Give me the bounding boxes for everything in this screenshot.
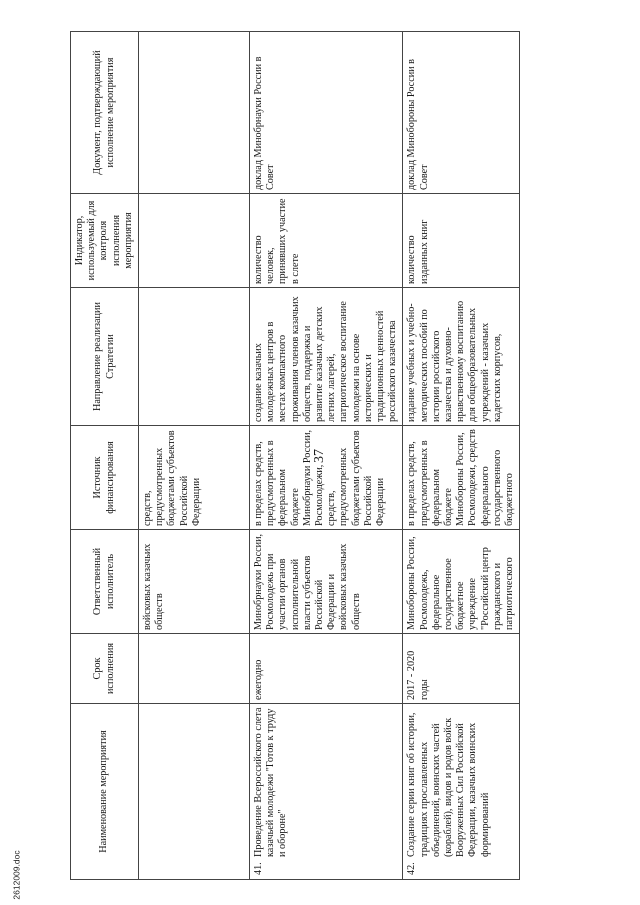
row-number: 41. <box>253 862 265 875</box>
row-executor: войсковых казачьих обществ <box>139 530 250 634</box>
rotated-table-wrapper <box>70 32 545 880</box>
row-direction: создание казачьих молодежных центров в местах компактного проживания членов казачьих обществ, поддержка и развитие казачьих детских летних лагерей, патриотическое воспитание молодежи на основе исторических и традиционных ценностей российского казачества <box>250 288 403 426</box>
header-finance: Источник финансирования <box>71 426 139 530</box>
row-name-cell <box>250 704 403 880</box>
row-finance: в пределах средств, предусмотренных в федеральном бюджете Минобрнауки России, Росмолодежи, средств, предусмотренных бюджетами субъектов Российской Федерации <box>250 426 403 530</box>
row-document: доклад Минобороны России в Совет <box>403 32 520 194</box>
row-finance: средств, предусмотренных бюджетами субъектов Российской Федерации <box>139 426 250 530</box>
row-name: Проведение Всероссийского слета казачьей молодежи "Готов к труду и обороне" <box>253 707 289 857</box>
header-direction: Направление реализации Стратегии <box>71 288 139 426</box>
row-term <box>139 634 250 704</box>
row-indicator: количество изданных книг <box>403 194 520 288</box>
header-document: Документ, подтверждающий исполнение мероприятия <box>71 32 139 194</box>
row-document <box>139 32 250 194</box>
row-finance: в пределах средств, предусмотренных в федеральном бюджете Минобороны России, Росмолодежи, средств федерального государственного бюджетного <box>403 426 520 530</box>
row-document: доклад Минобрнауки России в Совет <box>250 32 403 194</box>
header-executor: Ответственный исполнитель <box>71 530 139 634</box>
table-row <box>139 32 250 880</box>
measures-table <box>70 31 520 880</box>
header-indicator: Индикатор, используемый для контроля исполнения мероприятия <box>71 194 139 288</box>
document-id: 2612009.doc <box>11 850 22 900</box>
row-direction: издание учебных и учебно-методических пособий по истории российского казачества и духовно-нравственному воспитанию для общеобразовательных учреждений - казачьих кадетских корпусов, <box>403 288 520 426</box>
row-number: 42. <box>406 862 418 875</box>
table-row <box>403 32 520 880</box>
row-name: Создание серии книг об истории, традициях прославленных объединений, воинских частей (кораблей), видов и родов войск Вооруженных Сил Российской Федерации, казачьих воинских формирований <box>406 712 491 857</box>
row-name-cell <box>139 704 250 880</box>
row-direction <box>139 288 250 426</box>
row-term: ежегодно <box>250 634 403 704</box>
row-executor: Минобороны России, Росмолодежь, федеральное государственное бюджетное учреждение "Российский центр гражданского и патриотического <box>403 530 520 634</box>
header-term: Срок исполнения <box>71 634 139 704</box>
row-indicator <box>139 194 250 288</box>
table-header-row <box>71 32 139 880</box>
row-indicator: количество человек, принявших участие в слете <box>250 194 403 288</box>
header-name: Наименование мероприятия <box>71 704 139 880</box>
page-number: 37 <box>312 449 327 463</box>
row-term: 2017 - 2020 годы <box>403 634 520 704</box>
row-executor: Минобрнауки России, Росмолодежь при участии органов исполнительной власти субъектов Российской Федерации и войсковых казачьих обществ <box>250 530 403 634</box>
row-name-cell <box>403 704 520 880</box>
